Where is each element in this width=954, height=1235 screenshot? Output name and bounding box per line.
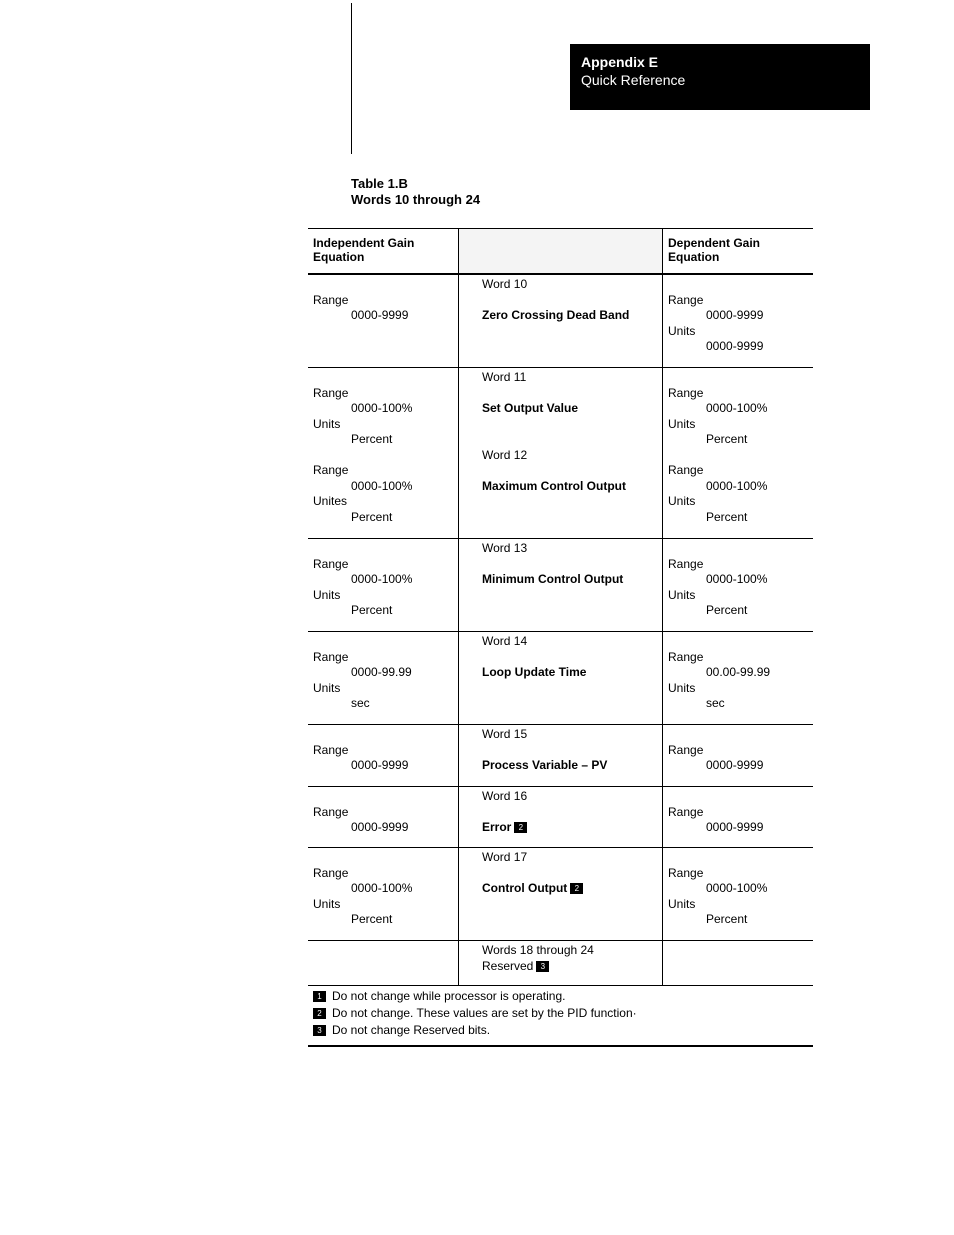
word-name xyxy=(482,881,662,897)
word-cell xyxy=(458,941,663,985)
units-value: sec xyxy=(706,696,725,710)
range-value: 0000-100% xyxy=(706,478,768,493)
dependent-cell xyxy=(663,632,813,724)
range-value: 0000-9999 xyxy=(351,308,409,322)
range-label: Range xyxy=(313,385,349,400)
appendix-header xyxy=(570,44,870,110)
footnote xyxy=(308,988,813,1005)
range-label: Range xyxy=(668,865,704,880)
dependent-cell xyxy=(663,725,813,786)
independent-cell xyxy=(308,275,458,367)
units-value: Percent xyxy=(351,912,393,926)
table-row xyxy=(308,787,813,848)
word-number: Word 13 xyxy=(482,541,528,555)
range-value: 0000-100% xyxy=(706,401,768,415)
word-number: Word 10 xyxy=(482,277,528,291)
units-value: Percent xyxy=(351,603,393,617)
independent-cell xyxy=(308,941,458,985)
range-label: Range xyxy=(313,865,349,880)
word-number: Word 17 xyxy=(482,850,528,864)
word-number: Words 18 through 24 xyxy=(482,943,594,957)
footnote xyxy=(308,1022,813,1039)
units-label: Units xyxy=(668,323,696,338)
word-cell xyxy=(458,725,663,786)
dependent-cell xyxy=(663,539,813,631)
word-number: Word 15 xyxy=(482,727,528,741)
table-title: Words 10 through 24 xyxy=(351,192,481,207)
units-value: Percent xyxy=(706,509,748,524)
units-label: Units xyxy=(668,587,696,602)
word-cell xyxy=(458,632,663,724)
range-label: Range xyxy=(668,292,704,307)
units-label: Units xyxy=(668,680,696,695)
word-name xyxy=(482,820,662,836)
range-value: 0000-100% xyxy=(351,401,413,415)
word-number: Word 12 xyxy=(482,447,528,462)
units-value: sec xyxy=(351,696,370,710)
margin-rule xyxy=(351,3,352,154)
range-label: Range xyxy=(668,556,704,571)
units-value: Percent xyxy=(351,509,393,524)
table-row xyxy=(308,632,813,725)
range-label: Range xyxy=(668,742,704,757)
footnote-marker: 3 xyxy=(536,961,549,972)
footnote-text: Do not change Reserved bits. xyxy=(332,1023,491,1037)
units-label: Units xyxy=(668,494,696,508)
range-label: Range xyxy=(313,742,349,757)
units-value: Percent xyxy=(351,432,393,446)
range-value: 0000-9999 xyxy=(351,820,409,834)
word-name xyxy=(482,959,662,975)
footnotes xyxy=(308,988,813,1047)
word-cell xyxy=(458,848,663,940)
range-value: 0000-9999 xyxy=(706,308,764,322)
table-row xyxy=(308,941,813,986)
units-value: 0000-9999 xyxy=(706,339,764,353)
range-value: 00.00-99.99 xyxy=(706,665,771,679)
dependent-cell xyxy=(663,787,813,847)
independent-cell xyxy=(308,368,458,538)
footnote-marker: 2 xyxy=(514,822,527,833)
footnote-number: 1 xyxy=(313,991,326,1002)
word-name: Process Variable – PV xyxy=(482,758,608,772)
words-table xyxy=(308,228,813,986)
range-value: 0000-100% xyxy=(351,572,413,586)
range-value: 0000-99.99 xyxy=(351,665,412,679)
footnote-marker: 2 xyxy=(570,883,583,894)
table-number: Table 1.B xyxy=(351,176,408,191)
independent-cell xyxy=(308,848,458,940)
table-row xyxy=(308,368,813,539)
col-header-middle xyxy=(458,229,663,273)
table-row xyxy=(308,848,813,941)
range-label: Range xyxy=(313,556,349,571)
footnote-text: Do not change. These values are set by the PID function· xyxy=(332,1006,637,1020)
units-value: Percent xyxy=(706,603,748,617)
table-row xyxy=(308,275,813,368)
table-caption xyxy=(351,176,480,208)
independent-cell xyxy=(308,539,458,631)
word-number: Word 11 xyxy=(482,370,527,384)
appendix-subtitle: Quick Reference xyxy=(581,72,686,88)
table-header-row xyxy=(308,228,813,275)
word-name-text: Error xyxy=(482,820,512,834)
word-cell xyxy=(458,275,663,367)
word-name: Zero Crossing Dead Band xyxy=(482,308,630,322)
table-row xyxy=(308,725,813,787)
units-label: Units xyxy=(313,896,341,911)
range-value: 0000-100% xyxy=(706,881,768,895)
word-number: Word 16 xyxy=(482,789,528,803)
word-name-text: Control Output xyxy=(482,881,568,895)
range-label: Range xyxy=(668,804,704,819)
range-label: Range xyxy=(313,292,349,307)
range-value: 0000-9999 xyxy=(351,758,409,772)
word-cell xyxy=(458,539,663,631)
units-label: Units xyxy=(668,416,696,431)
range-label: Range xyxy=(668,385,704,400)
dependent-cell xyxy=(663,941,813,985)
range-value: 0000-9999 xyxy=(706,758,764,772)
independent-cell xyxy=(308,725,458,786)
word-name: Minimum Control Output xyxy=(482,572,624,586)
dependent-cell xyxy=(663,368,813,538)
independent-cell xyxy=(308,632,458,724)
word-cell xyxy=(458,368,663,538)
col-header-dependent: Dependent Gain Equation xyxy=(668,236,761,264)
footnote-number: 2 xyxy=(313,1008,326,1019)
range-value: 0000-100% xyxy=(351,478,413,493)
units-value: Percent xyxy=(706,912,748,926)
units-label: Units xyxy=(313,587,341,602)
range-label: Range xyxy=(313,804,349,819)
dependent-cell xyxy=(663,275,813,367)
independent-cell xyxy=(308,787,458,847)
units-label: Units xyxy=(313,680,341,695)
range-label: Range xyxy=(668,649,704,664)
footnote-number: 3 xyxy=(313,1025,326,1036)
word-name-text: Reserved xyxy=(482,958,534,973)
word-number: Word 14 xyxy=(482,634,528,648)
word-name: Set Output Value xyxy=(482,401,579,415)
footnote xyxy=(308,1005,813,1022)
dependent-cell xyxy=(663,848,813,940)
units-value: Percent xyxy=(706,432,748,446)
table-row xyxy=(308,539,813,632)
range-label: Range xyxy=(313,649,349,664)
word-cell xyxy=(458,787,663,847)
units-label: Units xyxy=(668,896,696,911)
range-label: Range xyxy=(668,463,704,477)
appendix-title: Appendix E xyxy=(581,54,659,70)
footnote-text: Do not change while processor is operating. xyxy=(332,989,566,1003)
range-label: Range xyxy=(313,463,349,477)
range-value: 0000-100% xyxy=(706,572,768,586)
col-header-independent: Independent Gain Equation xyxy=(313,236,415,264)
word-name: Loop Update Time xyxy=(482,665,587,679)
units-label: Unites xyxy=(313,494,348,508)
range-value: 0000-9999 xyxy=(706,820,764,834)
units-label: Units xyxy=(313,416,341,431)
word-name: Maximum Control Output xyxy=(482,478,626,493)
range-value: 0000-100% xyxy=(351,881,413,895)
